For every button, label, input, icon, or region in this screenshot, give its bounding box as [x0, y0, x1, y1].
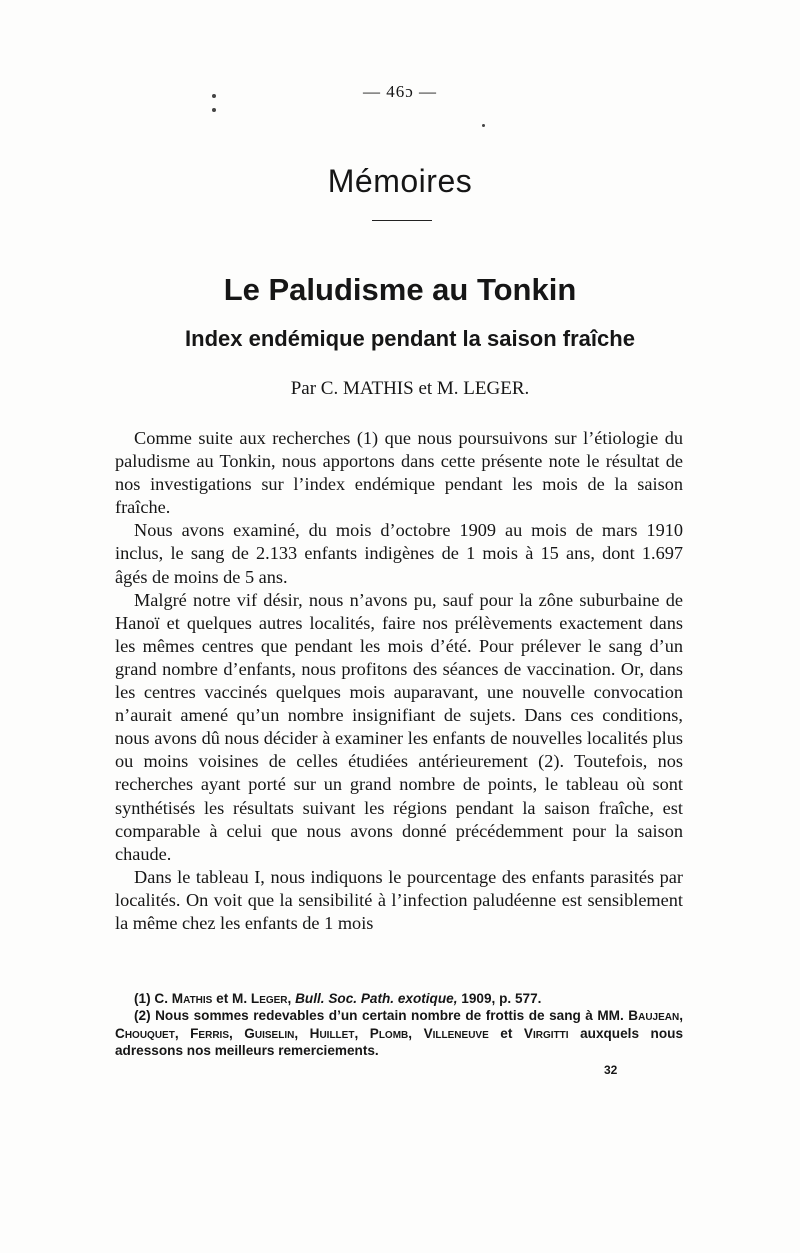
footnote-2 [115, 1007, 683, 1059]
footnote-1 [115, 990, 683, 1007]
footnote-author: Mathis [171, 991, 213, 1006]
footnote-author: Leger [250, 991, 288, 1006]
paragraph: Comme suite aux recherches (1) que nous poursuivons sur l’étiologie du paludisme au Tonkin, nous apportons dans cette présente note le résultat de nos investigations sur l’index endémique pendant les mois de la saison fraîche. [115, 428, 683, 518]
footnotes [115, 990, 683, 1060]
article-body [115, 427, 683, 935]
footnote-names: Virgitti [523, 1025, 569, 1041]
footnote-journal: Bull. Soc. Path. exotique, [295, 991, 458, 1006]
footnote-text: (1) C. [134, 991, 172, 1006]
footnote-text: (2) Nous sommes redevables d’un certain nombre de frottis de sang à MM. [134, 1008, 629, 1024]
footnote-text: et M. [212, 991, 251, 1006]
footnote-text: , [287, 991, 296, 1006]
signature-mark: 32 [604, 1063, 618, 1077]
footnote-text: auxquels nous adressons nos meilleurs remerciements. [115, 1025, 684, 1059]
paragraph: Dans le tableau I, nous indiquons le pourcentage des enfants parasités par localités. On voit que la sensibilité à l’infection paludéenne est sensiblement la même chez les enfants de 1 mois [115, 866, 683, 933]
print-speck [482, 124, 485, 127]
print-speck [212, 108, 216, 112]
byline: Par C. MATHIS et M. LEGER. [290, 378, 530, 399]
footnote-names: Baujean, Chouquet, Ferris, Guiselin, Huillet, Plomb, Villeneuve [115, 1008, 683, 1041]
title-divider [372, 220, 432, 221]
paragraph: Nous avons examiné, du mois d’octobre 1909 au mois de mars 1910 inclus, le sang de 2.133 enfants indigènes de 1 mois à 15 ans, dont 1.697 âgés de moins de 5 ans. [115, 520, 683, 587]
page-number: — 46ɔ — [362, 82, 438, 101]
footnote-text: 1909, p. 577. [457, 991, 542, 1006]
section-title: Mémoires [327, 163, 473, 199]
article-title: Le Paludisme au Tonkin [223, 272, 577, 307]
footnote-text: et [488, 1025, 524, 1041]
article-subtitle: Index endémique pendant la saison fraîche [185, 326, 635, 351]
paragraph: Malgré notre vif désir, nous n’avons pu, sauf pour la zône suburbaine de Hanoï et quelques autres localités, faire nos prélèvements exactement dans les mêmes centres que pendant les mois d’été. Pour prélever le sang d’un grand nombre d’enfants, nous profitons des séances de vaccination. Or, dans les centres vaccinés quelques mois auparavant, une nouvelle convocation n’aurait amené qu’un nombre insignifiant de sujets. Dans ces conditions, nous avons dû nous décider à examiner les enfants de nouvelles localités plus ou moins voisines de celles étudiées antérieurement (2). Toutefois, nos recherches ayant porté sur un grand nombre de points, le tableau où sont synthétisés les résultats suivant les régions pendant la saison fraîche, est comparable à celui que nous avons donné précédemment pour la saison chaude. [115, 589, 683, 864]
